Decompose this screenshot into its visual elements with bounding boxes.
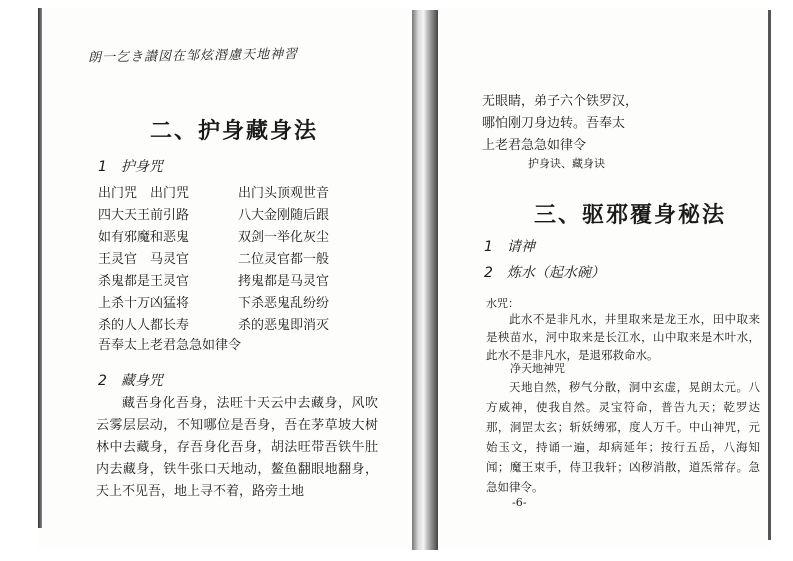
incantation-right-line: 二位灵官都一般	[238, 252, 330, 267]
subsection-protect-body: 1 护身咒	[98, 159, 163, 175]
left-edge-shadow	[38, 8, 42, 528]
subsection-hide-body: 2 藏身咒	[98, 373, 163, 389]
incantation-left-line: 杀的人人都长寿	[98, 318, 190, 333]
incantation-left-line: 四大天王前引路	[98, 208, 190, 223]
right-edge-shadow	[768, 10, 771, 540]
subsection-invite-deity: 1 请神	[484, 239, 535, 255]
small-note: 护身诀、藏身诀	[528, 157, 605, 170]
closing-line: 吾奉太上老君急急如律令	[98, 338, 242, 353]
hide-body-paragraph: 藏吾身化吾身，法旺十天云中去藏身，风吹云雾层层动，不知哪位是吾身，吾在茅草坡大树林中去藏身，存吾身化吾身，胡法旺带吾铁牛肚内去藏身，铁牛张口天地动，鳌鱼翻眼地翻身，天上不见吾，地上寻不着，路旁土地	[96, 396, 378, 499]
continued-line: 上老君急急如律令	[482, 138, 587, 153]
incantation-left-line: 上杀十万凶猛将	[98, 296, 190, 311]
continued-line: 无眼睛，弟子六个铁罗汉，	[482, 94, 639, 109]
water-incantation-label: 水咒：	[486, 297, 519, 310]
incantation-right-line: 出门头顶观世音	[238, 186, 330, 201]
incantation-left-line: 杀鬼都是王灵官	[98, 274, 190, 289]
purify-incantation-label: 净天地神咒	[510, 362, 565, 375]
continued-line: 哪怕刚刀身边转。吾奉太	[482, 116, 626, 131]
incantation-right-line: 八大金刚随后跟	[238, 208, 330, 223]
incantation-left-line: 出门咒 出门咒	[98, 186, 190, 201]
section-title-left: 二、护身藏身法	[150, 118, 319, 144]
incantation-left-line: 王灵官 马灵官	[98, 252, 190, 267]
section-title-right: 三、驱邪覆身秘法	[534, 202, 727, 228]
book-spine	[412, 10, 438, 550]
incantation-right-line: 下杀恶鬼乱纷纷	[238, 296, 330, 311]
incantation-right-line: 双剑一举化灰尘	[238, 230, 330, 245]
water-incantation-text: 此水不是非凡水，井里取来是龙王水，田中取来是秧苗水，河中取来是长江水，山中取来是木叶水，此水不是非凡水，是退邪救命水。	[486, 312, 760, 362]
page-number: -6-	[512, 496, 527, 509]
incantation-right-line: 拷鬼都是马灵官	[238, 274, 330, 289]
purify-incantation-text: 天地自然，秽气分散，洞中玄虚，晃朗太元。八方威神，使我自然。灵宝符命，普告九天；乾罗达那，洞罡太玄；斩妖缚邪，度人万千。中山神咒，元始玉文，持诵一遍，却病延年；按行五岳，八海知闻；魔王束手，侍卫我轩；凶秽消散，道炁常存。急急如律令。	[486, 380, 760, 494]
subsection-refine-water: 2 炼水（起水碗）	[484, 265, 605, 281]
incantation-right-line: 杀的恶鬼即消灭	[238, 318, 330, 333]
handwritten-note: 朗一乞き讃図在邹炫湣慮天地神習	[87, 46, 299, 66]
incantation-left-line: 如有邪魔和恶鬼	[98, 230, 190, 245]
